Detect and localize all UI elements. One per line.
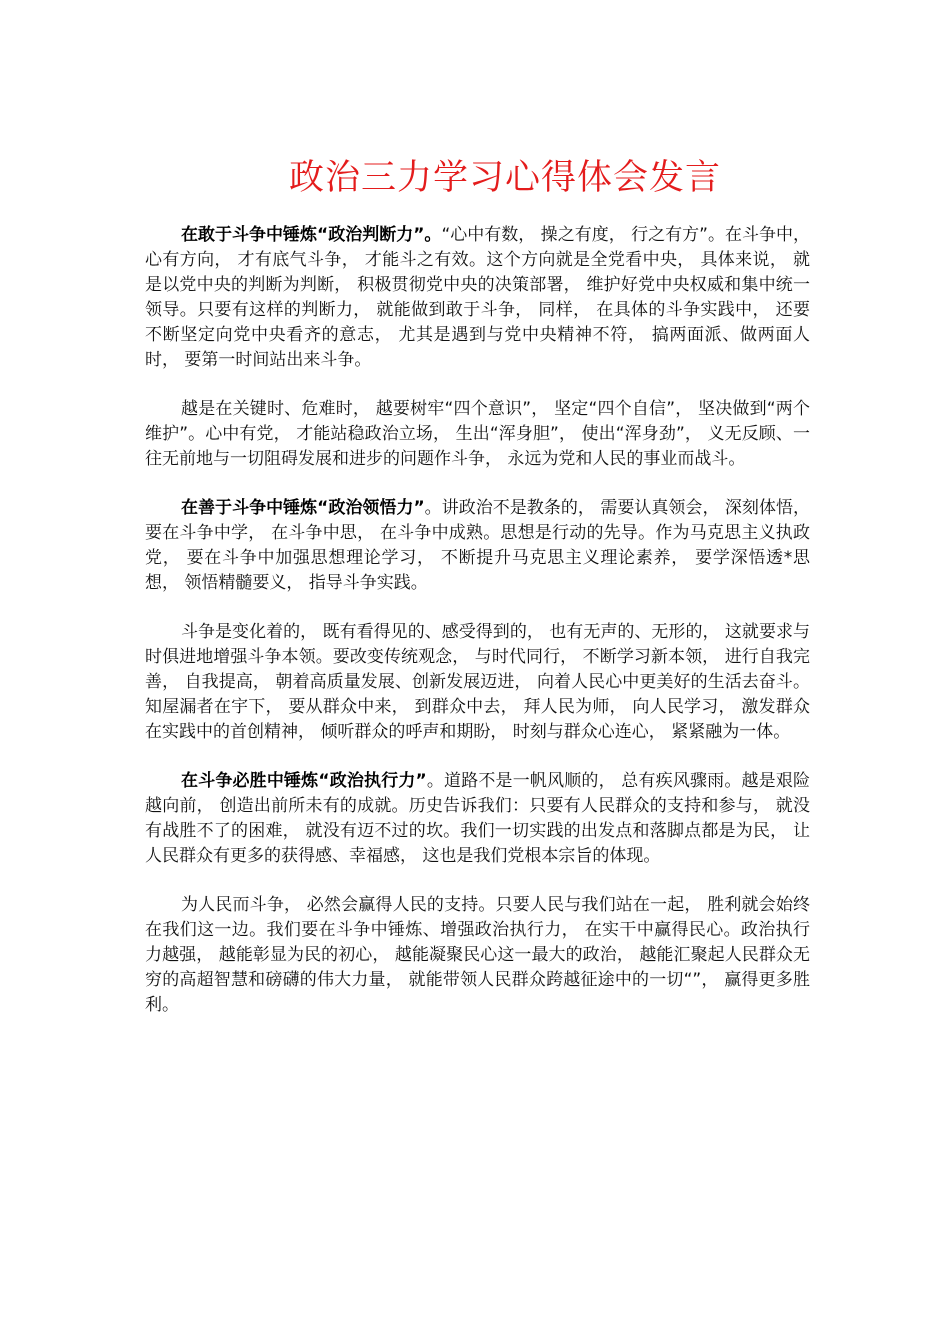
paragraph-1 bbox=[145, 223, 810, 373]
paragraph-text: 为人民而斗争， 必然会赢得人民的支持。只要人民与我们站在一起， 胜利就会始终在我们这一边。我们要在斗争中锤炼、增强政治执行力， 在实干中赢得民心。政治执行力越强， 越能彰显为民的初心， 越能凝聚民心这一最大的政治， 越能汇聚起人民群众无穷的高超智慧和磅礴的伟大力量， 就能带领人民群众跨越征途中的一切“”， 赢得更多胜利。 bbox=[145, 895, 810, 1015]
paragraph-3 bbox=[145, 496, 810, 596]
paragraph-lead: 在斗争必胜中锤炼“政治执行力” bbox=[181, 771, 427, 791]
paragraph-6 bbox=[145, 893, 810, 1018]
document-body bbox=[145, 223, 810, 1042]
paragraph-text: 。讲政治不是教条的， 需要认真领会， 深刻体悟， 要在斗争中学， 在斗争中思， 在斗争中成熟。思想是行动的先导。作为马克思主义执政党， 要在斗争中加强思想理论学习， 不断提升马克思主义理论素养， 要学深悟透*思想， 领悟精髓要义， 指导斗争实践。 bbox=[145, 498, 810, 593]
paragraph-text: 斗争是变化着的， 既有看得见的、感受得到的， 也有无声的、无形的， 这就要求与时俱进地增强斗争本领。要改变传统观念， 与时代同行， 不断学习新本领， 进行自我完善， 自我提高， 朝着高质量发展、创新发展迈进， 向着人民心中更美好的生活去奋斗。知屋漏者在宇下， 要从群众中来， 到群众中去， 拜人民为师， 向人民学习， 激发群众在实践中的首创精神， 倾听群众的呼声和期盼， 时刻与群众心连心， 紧紧融为一体。 bbox=[145, 622, 810, 742]
paragraph-4 bbox=[145, 620, 810, 745]
paragraph-text: “心中有数， 操之有度， 行之有方”。在斗争中， 心有方向， 才有底气斗争， 才能斗之有效。这个方向就是全党看中央， 具体来说， 就是以党中央的判断为判断， 积极贯彻党中央的决策部署， 维护好党中央权威和集中统一领导。只要有这样的判断力， 就能做到敢于斗争， 同样， 在具体的斗争实践中， 还要不断坚定向党中央看齐的意志， 尤其是遇到与党中央精神不符， 搞两面派、做两面人时， 要第一时间站出来斗争。 bbox=[145, 225, 810, 370]
paragraph-text: 越是在关键时、危难时， 越要树牢“四个意识”， 坚定“四个自信”， 坚决做到“两个维护”。心中有党， 才能站稳政治立场， 生出“浑身胆”， 使出“浑身劲”， 义无反顾、一往无前地与一切阻碍发展和进步的问题作斗争， 永远为党和人民的事业而战斗。 bbox=[145, 399, 810, 469]
paragraph-2 bbox=[145, 397, 810, 472]
paragraph-5 bbox=[145, 769, 810, 869]
paragraph-lead: 在敢于斗争中锤炼“政治判断力”。 bbox=[181, 225, 442, 245]
document-title: 政治三力学习心得体会发言 bbox=[288, 158, 721, 198]
paragraph-lead: 在善于斗争中锤炼“政治领悟力” bbox=[181, 498, 425, 518]
paragraph-text: 。道路不是一帆风顺的， 总有疾风骤雨。越是艰险越向前， 创造出前所未有的成就。历史告诉我们：只要有人民群众的支持和参与， 就没有战胜不了的困难， 就没有迈不过的坎。我们一切实践的出发点和落脚点都是为民， 让人民群众有更多的获得感、幸福感， 这也是我们党根本宗旨的体现。 bbox=[145, 771, 810, 866]
